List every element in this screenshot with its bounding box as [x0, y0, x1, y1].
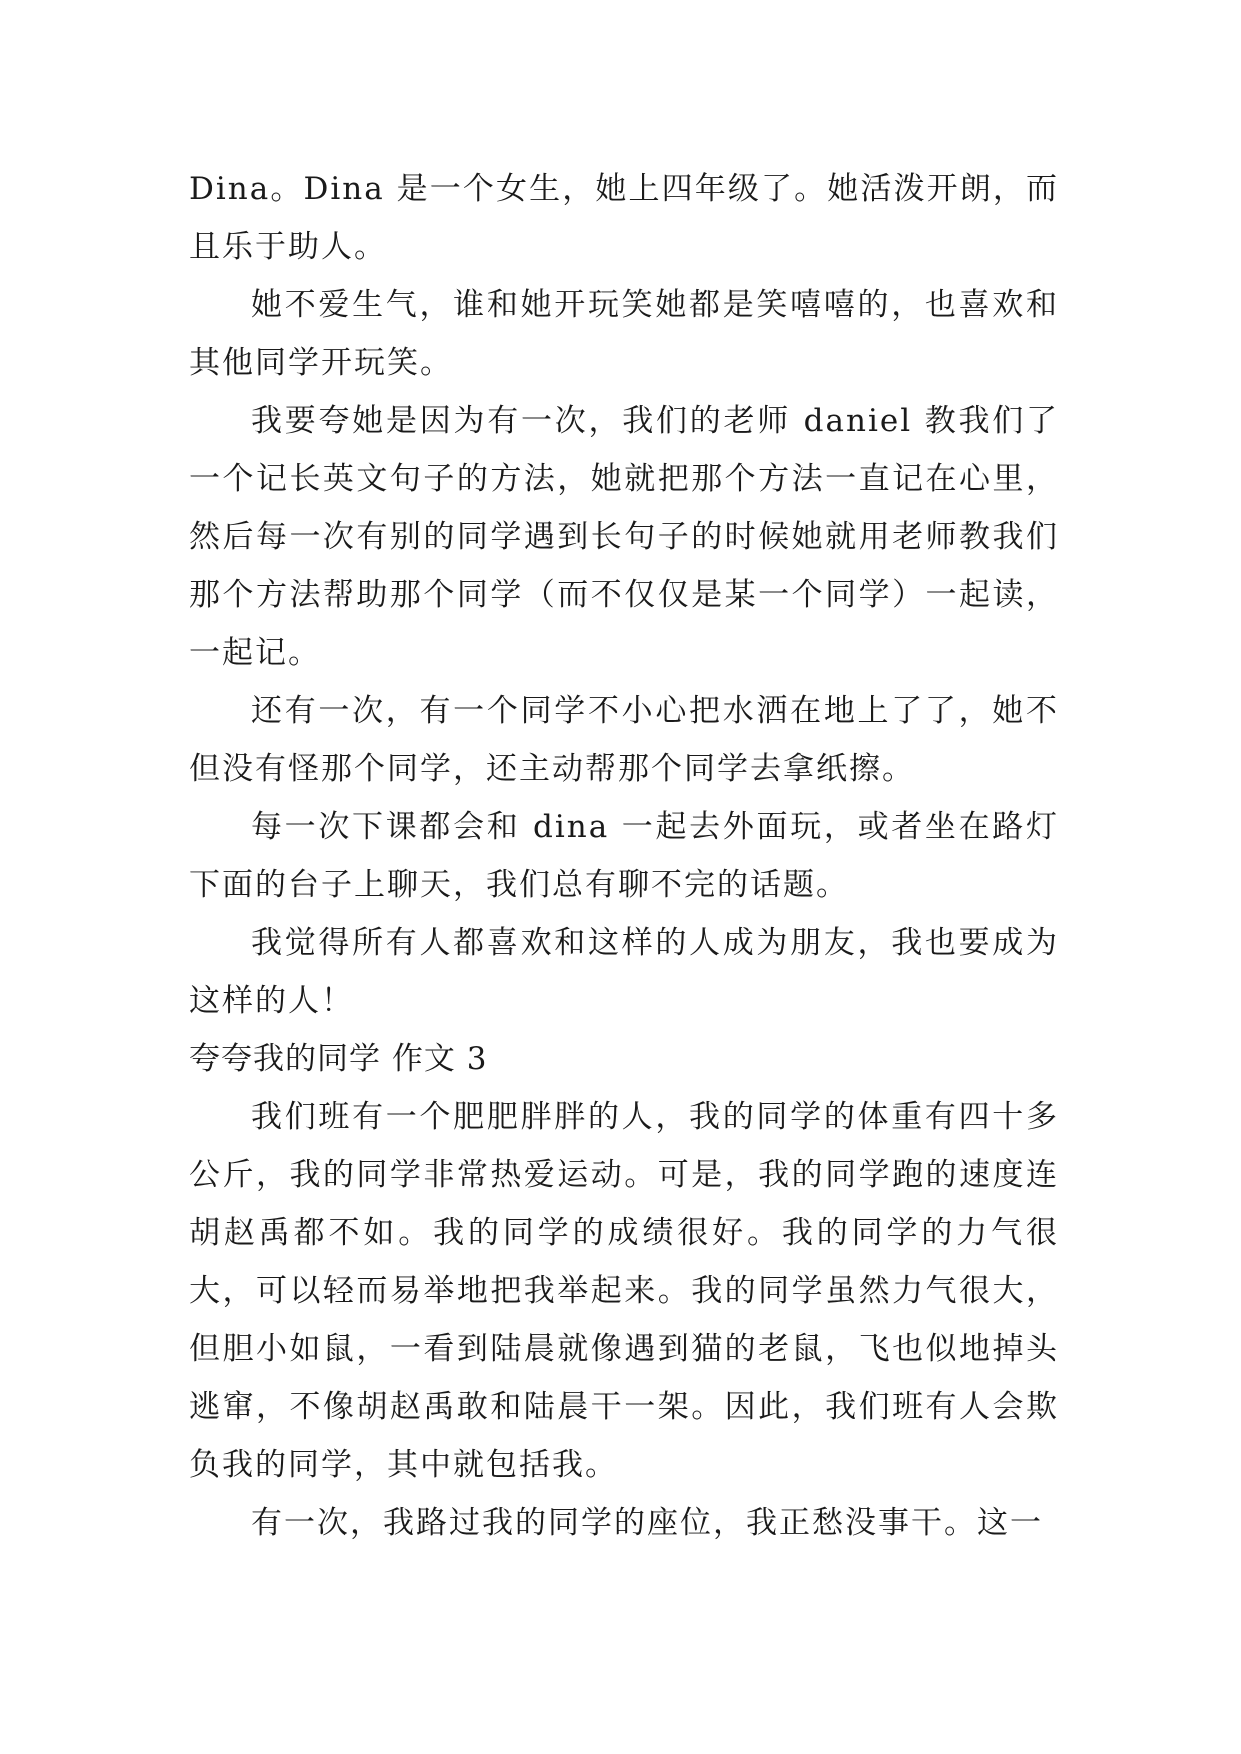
document-body: [189, 160, 1059, 1552]
paragraph-praise-reason: 我要夸她是因为有一次，我们的老师 daniel 教我们了一个记长英文句子的方法，她就把那个方法一直记在心里，然后每一次有别的同学遇到长句子的时候她就用老师教我们那个方法帮助那个同学（而不仅仅是某一个同学）一起读，一起记。: [189, 403, 1059, 671]
paragraph-after-class: 每一次下课都会和 dina 一起去外面玩，或者坐在路灯下面的台子上聊天，我们总有聊不完的话题。: [189, 809, 1059, 903]
paragraph-not-angry: 她不爱生气，谁和她开玩笑她都是笑嘻嘻的，也喜欢和其他同学开玩笑。: [189, 287, 1059, 381]
paragraph-spilled-water: 还有一次，有一个同学不小心把水洒在地上了了，她不但没有怪那个同学，还主动帮那个同学去拿纸擦。: [189, 693, 1059, 787]
paragraph-one-time: 有一次，我路过我的同学的座位，我正愁没事干。这一: [251, 1505, 1043, 1541]
paragraph-dina-intro: Dina。Dina 是一个女生，她上四年级了。她活泼开朗，而且乐于助人。: [189, 171, 1059, 265]
paragraph-conclusion: 我觉得所有人都喜欢和这样的人成为朋友，我也要成为这样的人！: [189, 925, 1059, 1019]
essay-heading: 夸夸我的同学 作文 3: [189, 1041, 488, 1077]
paragraph-chubby-classmate: 我们班有一个肥肥胖胖的人，我的同学的体重有四十多公斤，我的同学非常热爱运动。可是，我的同学跑的速度连胡赵禹都不如。我的同学的成绩很好。我的同学的力气很大，可以轻而易举地把我举起来。我的同学虽然力气很大，但胆小如鼠，一看到陆晨就像遇到猫的老鼠，飞也似地掉头逃窜，不像胡赵禹敢和陆晨干一架。因此，我们班有人会欺负我的同学，其中就包括我。: [189, 1099, 1059, 1483]
